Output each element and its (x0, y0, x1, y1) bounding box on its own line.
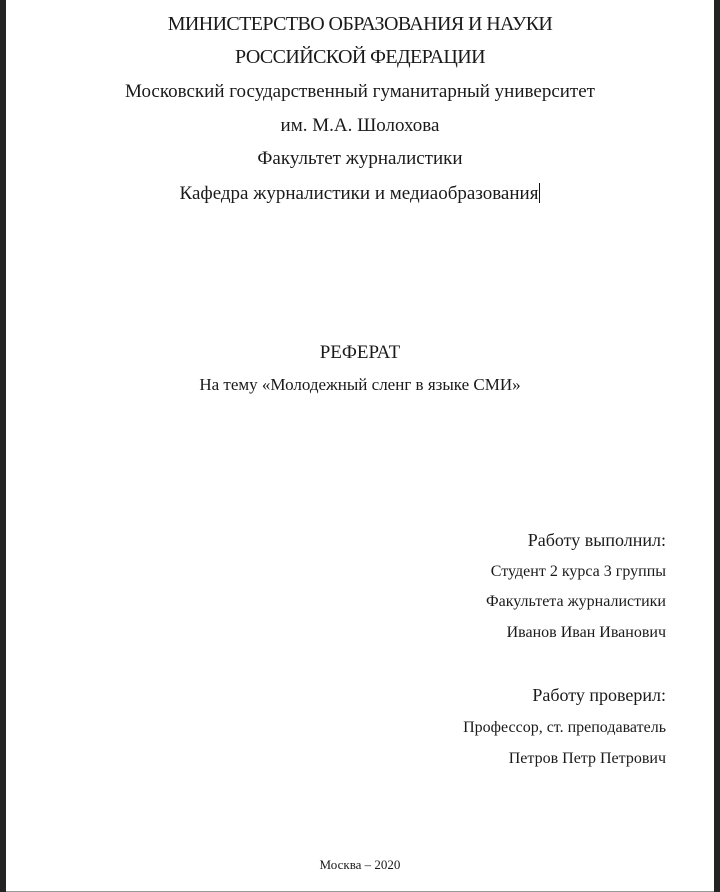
university-name-line: им. М.А. Шолохова (280, 115, 440, 136)
department-line (6, 183, 714, 203)
checked-heading: Работу проверил: (532, 685, 666, 705)
city-year: Москва – 2020 (319, 857, 401, 872)
faculty-line: Факультет журналистики (257, 148, 463, 169)
document-page[interactable] (6, 0, 714, 891)
department-text: Кафедра журналистики и медиаобразования (179, 183, 539, 204)
checked-line: Профессор, ст. преподаватель (463, 719, 666, 736)
text-cursor (539, 183, 540, 203)
performed-line: Студент 2 курса 3 группы (490, 563, 666, 580)
checked-line: Петров Петр Петрович (508, 750, 666, 767)
ministry-line-2: РОССИЙСКОЙ ФЕДЕРАЦИИ (235, 46, 485, 68)
performed-line: Факультета журналистики (485, 593, 666, 610)
topic-line: На тему «Молодежный сленг в языке СМИ» (199, 375, 521, 394)
university-line: Московский государственный гуманитарный университет (125, 81, 595, 102)
ministry-line-1: МИНИСТЕРСТВО ОБРАЗОВАНИЯ И НАУКИ (167, 13, 553, 35)
performed-line: Иванов Иван Иванович (506, 624, 666, 641)
performed-heading: Работу выполнил: (527, 530, 666, 550)
document-type-title: РЕФЕРАТ (319, 342, 401, 363)
